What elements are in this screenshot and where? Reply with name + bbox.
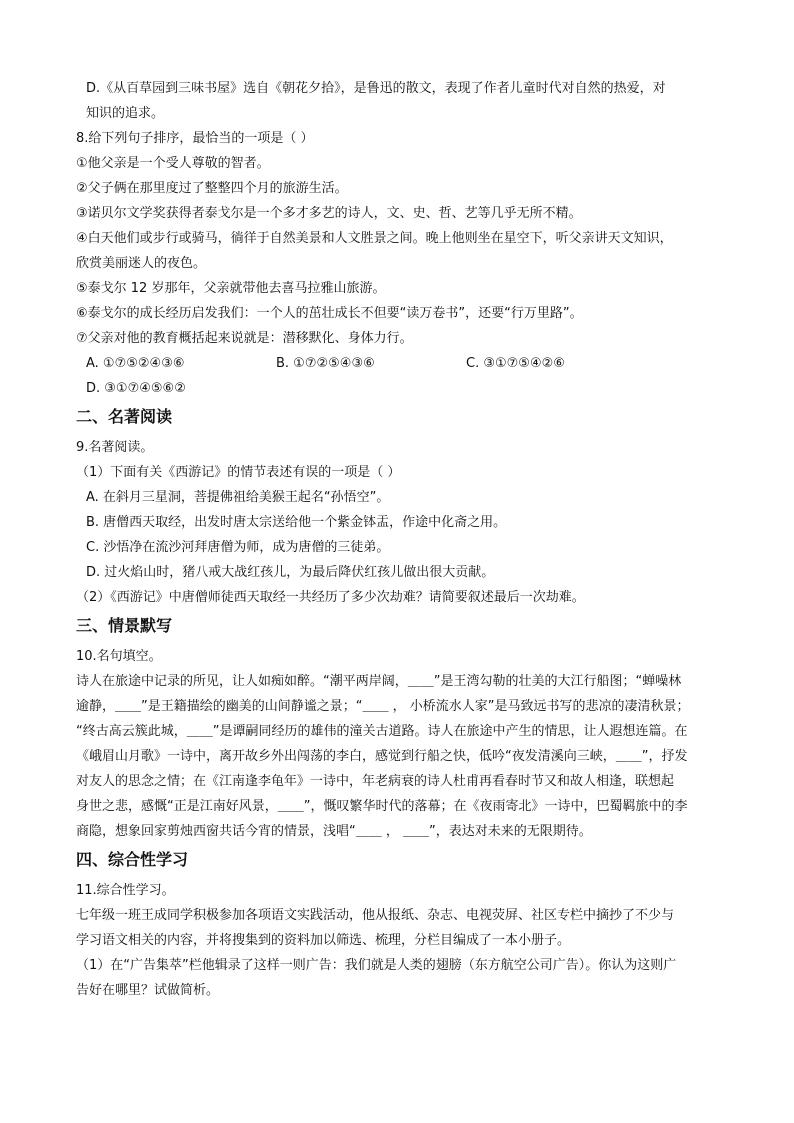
sentence-6: ⑥泰戈尔的成长经历启发我们：一个人的茁壮成长不但要“读万卷书”，还要“行万里路”。	[76, 306, 583, 321]
sentence-4-line-1: ④白天他们或步行或骑马，徜徉于自然美景和人文胜景之间。晚上他则坐在星空下，听父亲讲天文知识，	[76, 231, 673, 246]
question-8-stem: 8.给下列句子排序，最恰当的一项是（ ）	[76, 131, 314, 146]
option-d-line-2: 知识的追求。	[86, 106, 165, 121]
question-9-stem: 9.名著阅读。	[76, 440, 154, 455]
sentence-7: ⑦父亲对他的教育概括起来说就是：潜移默化、身体力行。	[76, 331, 413, 346]
question-10-line-4: 《峨眉山月歌》一诗中，离开故乡外出闯荡的李白，感觉到行船之快，低吟“夜发清溪向三峡，＿＿”，抒发	[76, 749, 688, 764]
question-10-line-3: “终古高云簇此城，＿＿”是谭嗣同经历的雄伟的潼关古道路。诗人在旅途中产生的情思，让人遐想连篇。在	[76, 724, 688, 739]
option-c: C. 沙悟净在流沙河拜唐僧为师，成为唐僧的三徒弟。	[86, 540, 390, 555]
option-a: A. ①⑦⑤②④③⑥	[86, 356, 185, 371]
section-2-title: 二、名著阅读	[76, 407, 173, 426]
sentence-5: ⑤泰戈尔 12 岁那年，父亲就带他去喜马拉雅山旅游。	[76, 281, 386, 296]
question-10-line-6: 身世之悲，感慨“正是江南好风景，＿＿”，慨叹繁华时代的落幕；在《夜雨寄北》一诗中，巴蜀羁旅中的李	[76, 799, 688, 814]
question-10-line-7: 商隐，想象回家剪烛西窗共话今宵的情景，浅唱“＿＿ ， ＿＿”，表达对未来的无限期待。	[76, 824, 592, 839]
question-10-line-1: 诗人在旅途中记录的所见，让人如痴如醉。“潮平两岸阔，＿＿”是王湾勾勒的壮美的大江行船图；“蝉噪林	[76, 674, 682, 689]
section-4-title: 四、综合性学习	[76, 850, 189, 869]
question-11-line-4: 告好在哪里？试做简析。	[76, 983, 220, 998]
option-b: B. 唐僧西天取经，出发时唐太宗送给他一个紫金钵盂，作途中化斋之用。	[86, 515, 507, 530]
option-d: D. 过火焰山时，猪八戒大战红孩儿，为最后降伏红孩儿做出很大贡献。	[86, 565, 495, 580]
sentence-1: ①他父亲是一个受人尊敬的智者。	[76, 156, 270, 171]
question-11-line-2: 学习语文相关的内容，并将搜集到的资料加以筛选、梳理，分栏目编成了一本小册子。	[76, 933, 571, 948]
section-3-title: 三、情景默写	[76, 616, 173, 635]
question-10	[76, 644, 726, 844]
option-c: C. ③①⑦⑤④②⑥	[466, 356, 565, 371]
question-11-stem: 11.综合性学习。	[76, 883, 175, 898]
question-9-sub-1: （1）下面有关《西游记》的情节表述有误的一项是（ ）	[76, 465, 401, 480]
exam-page	[76, 76, 726, 1003]
question-8	[76, 126, 726, 401]
question-10-line-5: 对友人的思念之情；在《江南逢李龟年》一诗中，年老病衰的诗人杜甫再看春时节又和故人相逢，联想起	[76, 774, 675, 789]
option-d: D. ③①⑦④⑤⑥②	[86, 381, 186, 396]
option-a: A. 在斜月三星洞，菩提佛祖给美猴王起名“孙悟空”。	[86, 490, 390, 505]
question-11-line-3: （1）在“广告集萃”栏他辑录了这样一则广告：我们就是人类的翅膀（东方航空公司广告）。你认为这则广	[76, 958, 677, 973]
question-7-option-d	[76, 76, 726, 126]
sentence-4-line-2: 欣赏美丽迷人的夜色。	[76, 256, 207, 271]
option-d-line-1: D.《从百草园到三味书屋》选自《朝花夕拾》，是鲁迅的散文，表现了作者儿童时代对自然的热爱，对	[86, 81, 666, 96]
question-9-sub-2: （2）《西游记》中唐僧师徒西天取经一共经历了多少次劫难？请简要叙述最后一次劫难。	[76, 590, 585, 605]
question-11	[76, 878, 726, 1003]
option-b: B. ①⑦②⑤④③⑥	[276, 356, 375, 371]
sentence-3: ③诺贝尔文学奖获得者泰戈尔是一个多才多艺的诗人，文、史、哲、艺等几乎无所不精。	[76, 206, 582, 221]
question-8-options	[76, 351, 726, 376]
question-10-line-2: 逾静，＿＿”是王籍描绘的幽美的山间静谧之景；“＿＿ ， 小桥流水人家”是马致远书写的悲凉的凄清秋景；	[76, 699, 690, 714]
question-11-line-1: 七年级一班王成同学积极参加各项语文实践活动，他从报纸、杂志、电视荧屏、社区专栏中摘抄了不少与	[76, 908, 675, 923]
question-10-stem: 10.名句填空。	[76, 649, 162, 664]
sentence-2: ②父子俩在那里度过了整整四个月的旅游生活。	[76, 181, 348, 196]
question-9	[76, 435, 726, 610]
